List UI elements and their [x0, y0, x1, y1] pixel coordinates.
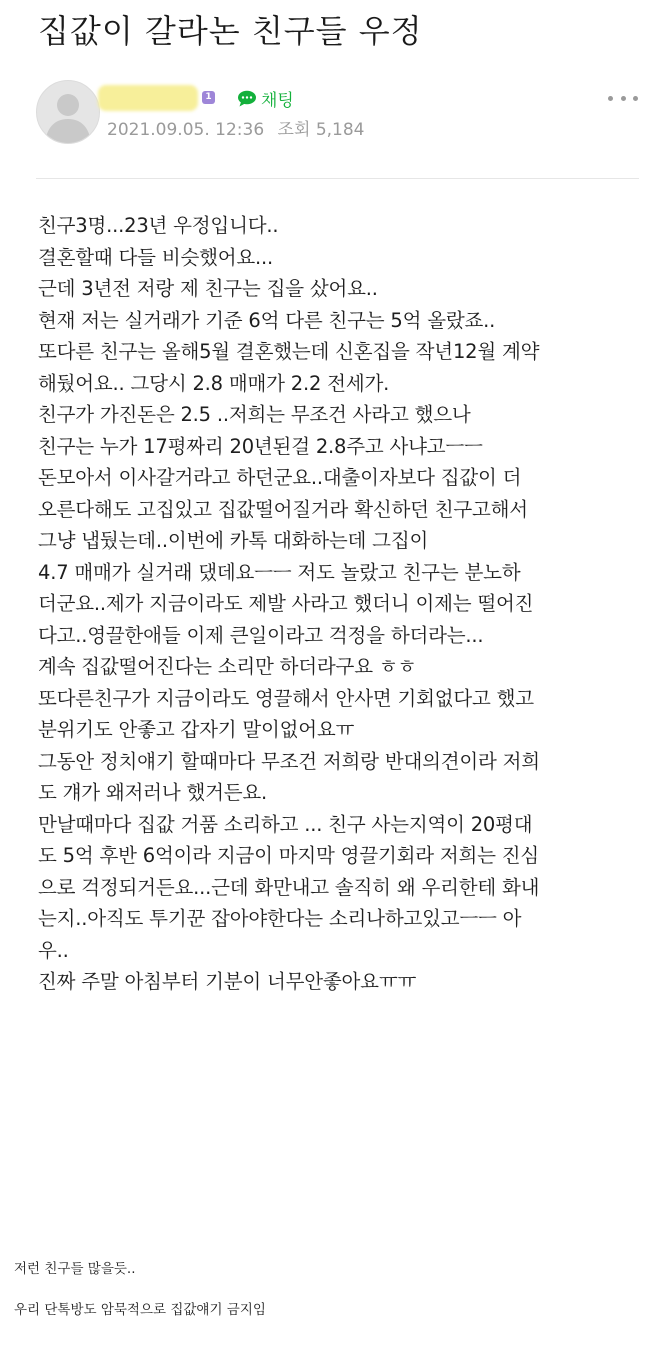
- author-name-redacted: [98, 85, 198, 111]
- more-dots-icon[interactable]: [608, 88, 638, 108]
- post-body-line: 더군요..제가 지금이라도 제발 사라고 했더니 이제는 떨어진: [38, 592, 534, 615]
- chat-label: 채팅: [261, 91, 294, 111]
- post-title: 집값이 갈라논 친구들 우정: [38, 12, 423, 50]
- post-body-line: 우..: [38, 938, 69, 962]
- post-body-line: 으로 걱정되거든요...근데 화만내고 솔직히 왜 우리한테 화내: [38, 875, 540, 899]
- post-body-line: 4.7 매매가 실거래 댔데요ㅡㅡ 저도 놀랐고 친구는 분노하: [38, 560, 521, 584]
- avatar[interactable]: [36, 80, 100, 144]
- post-body-line: 도 걔가 왜저러나 했거든요.: [38, 781, 268, 804]
- post-body-line: 근데 3년전 저랑 제 친구는 집을 샀어요..: [38, 277, 378, 300]
- post-meta: [107, 115, 364, 140]
- post-body-line: 계속 집값떨어진다는 소리만 하더라구요 ㅎㅎ: [38, 655, 417, 678]
- post-body-line: 현재 저는 실거래가 기준 6억 다른 친구는 5억 올랐죠..: [38, 308, 496, 332]
- post-body-line: 또다른 친구는 올해5월 결혼했는데 신혼집을 작년12월 계약: [38, 340, 540, 363]
- views-label: 조회: [277, 120, 311, 140]
- post-body-line: 또다른친구가 지금이라도 영끌해서 안사면 기회없다고 했고: [38, 686, 534, 710]
- post-body-line: 친구는 누가 17평짜리 20년된걸 2.8주고 사냐고ㅡㅡ: [38, 434, 483, 458]
- post-body-line: 친구3명...23년 우정입니다..: [38, 214, 279, 237]
- member-level-badge: 1: [202, 91, 215, 104]
- default-avatar-icon: [37, 81, 99, 143]
- chat-bubble-icon: [237, 90, 257, 107]
- header-divider: [36, 178, 639, 179]
- post-body-line: 결혼할때 다들 비슷했어요...: [38, 245, 273, 269]
- post-body-line: 다고..영끌한애들 이제 큰일이라고 걱정을 하더라는...: [38, 623, 484, 647]
- comment-text: 저런 친구들 많을듯..: [14, 1261, 136, 1277]
- comment-text: 우리 단톡방도 암묵적으로 집값얘기 금지임: [14, 1302, 266, 1318]
- post-body-line: 도 5억 후반 6억이라 지금이 마지막 영끌기회라 저희는 진심: [38, 844, 540, 867]
- post-body-line: 그동안 정치얘기 할때마다 무조건 저희랑 반대의견이라 저희: [38, 749, 540, 773]
- post-date: 2021.09.05. 12:36: [107, 120, 265, 140]
- post-body-line: 는지..아직도 투기꾼 잡아야한다는 소리나하고있고ㅡㅡ 아: [38, 907, 522, 930]
- post-body: [38, 210, 638, 998]
- post-body-line: 그냥 냅뒀는데..이번에 카톡 대화하는데 그집이: [38, 529, 429, 552]
- post-body-line: 오른다해도 고집있고 집값떨어질거라 확신하던 친구고해서: [38, 497, 528, 521]
- post-body-line: 친구가 가진돈은 2.5 ..저희는 무조건 사라고 했으나: [38, 403, 471, 426]
- post-body-line: 만날때마다 집값 거품 소리하고 ... 친구 사는지역이 20평대: [38, 812, 533, 836]
- post-body-line: 해뒀어요.. 그당시 2.8 매매가 2.2 전세가.: [38, 371, 390, 395]
- post-body-line: 진짜 주말 아침부터 기분이 너무안좋아요ㅠㅠ: [38, 970, 417, 993]
- comments: [14, 1258, 654, 1321]
- views-count: 5,184: [315, 120, 365, 140]
- post-body-line: 돈모아서 이사갈거라고 하던군요..대출이자보다 집값이 더: [38, 466, 522, 489]
- post-body-line: 분위기도 안좋고 갑자기 말이없어요ㅠ: [38, 718, 355, 741]
- chat-button[interactable]: [237, 86, 294, 111]
